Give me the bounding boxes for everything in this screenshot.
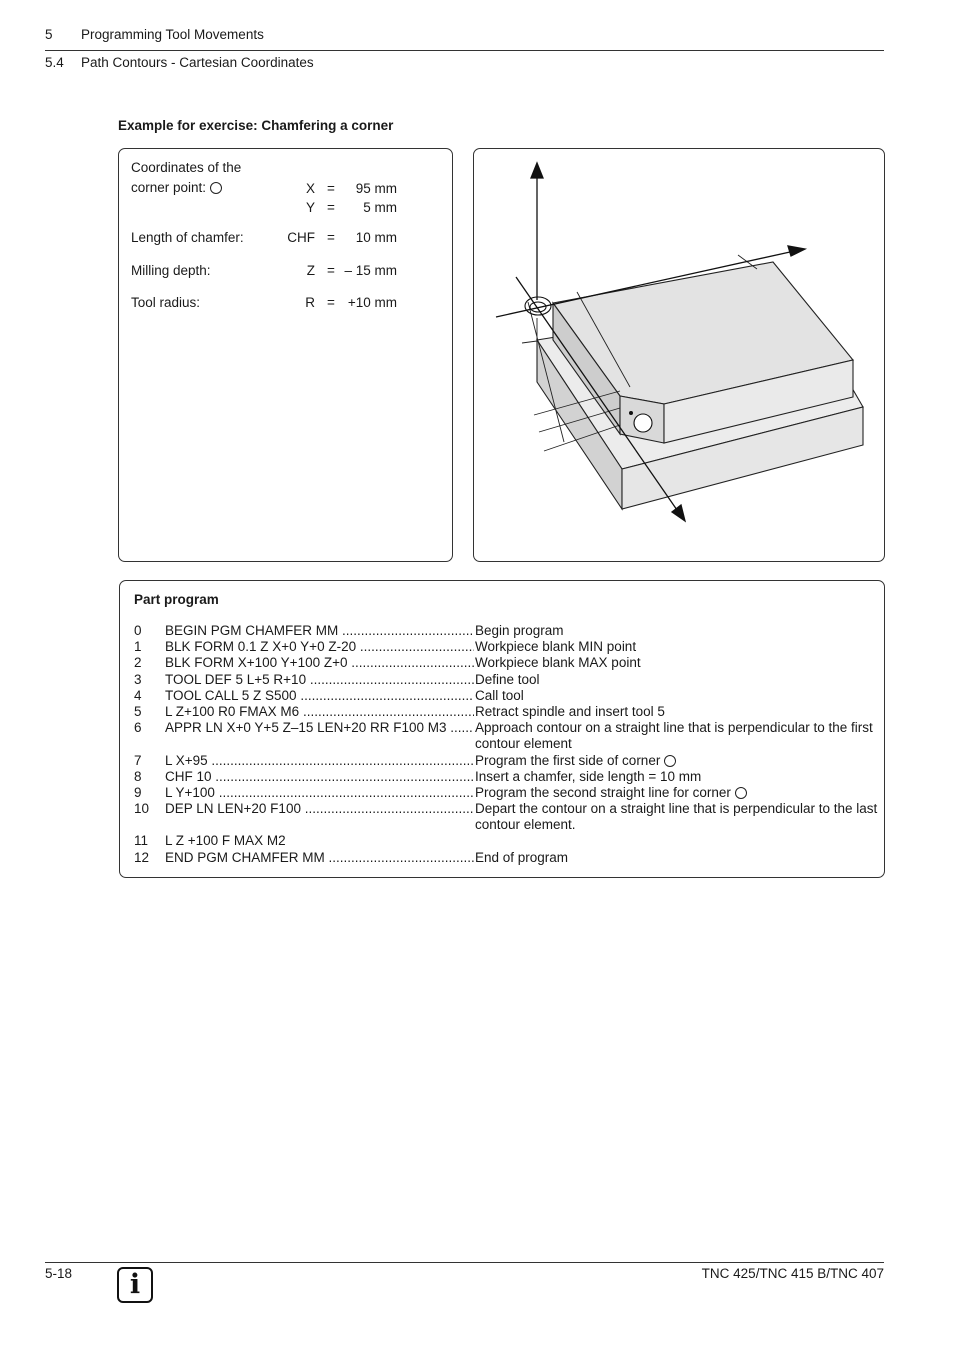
line-code: TOOL CALL 5 Z S500 ..... <box>165 688 474 704</box>
line-code: L X+95 ..... <box>165 753 474 769</box>
line-number: 9 <box>134 785 142 800</box>
corner-point-dot <box>629 411 633 415</box>
line-description: Call tool <box>475 688 524 703</box>
line-description: Define tool <box>475 672 540 687</box>
line-number: 12 <box>134 850 150 865</box>
chamfer-illustration <box>473 148 885 562</box>
chamfer-label: Length of chamfer: <box>131 230 244 245</box>
line-code: BEGIN PGM CHAMFER MM ..... <box>165 623 474 639</box>
y-axis-arrow-icon <box>788 246 805 256</box>
program-line <box>134 850 879 866</box>
line-number: 5 <box>134 704 142 719</box>
corner-circle-icon <box>210 182 222 194</box>
x-value: 95 mm <box>355 181 397 196</box>
line-description: Approach contour on a straight line that is perpendicular to the first contour element <box>475 720 873 751</box>
y-symbol: Y <box>305 200 315 215</box>
coord-label-line2 <box>131 180 222 195</box>
footer-rule <box>45 1262 884 1263</box>
coord-label-text: corner point: <box>131 180 207 195</box>
chapter-title: Programming Tool Movements <box>81 27 264 42</box>
depth-value: – 15 mm <box>344 263 397 278</box>
line-description: Program the first side of corner <box>475 753 880 769</box>
line-description: Workpiece blank MAX point <box>475 655 641 670</box>
line-description: Program the second straight line for corner <box>475 785 880 801</box>
line-number: 4 <box>134 688 142 703</box>
line-description: Workpiece blank MIN point <box>475 639 637 654</box>
info-icon: i <box>117 1267 153 1303</box>
corner-circle-icon <box>735 787 747 799</box>
part-program-title: Part program <box>134 592 219 607</box>
program-line <box>134 655 879 671</box>
line-code: BLK FORM 0.1 Z X+0 Y+0 Z-20 ..... <box>165 639 474 655</box>
line-number: 0 <box>134 623 142 638</box>
program-line <box>134 672 879 688</box>
line-code: L Z+100 R0 FMAX M6 ..... <box>165 704 474 720</box>
program-line <box>134 688 879 704</box>
program-line <box>134 753 879 769</box>
line-number: 3 <box>134 672 142 687</box>
line-number: 10 <box>134 801 150 816</box>
line-code: L Y+100 ..... <box>165 785 474 801</box>
y-value: 5 mm <box>363 200 397 215</box>
line-number: 8 <box>134 769 142 784</box>
line-number: 7 <box>134 753 142 768</box>
chamfer-equals: = <box>327 230 335 245</box>
line-code: CHF 10 ..... <box>165 769 474 785</box>
line-description: Insert a chamfer, side length = 10 mm <box>475 769 702 784</box>
chapter-number: 5 <box>45 27 53 42</box>
depth-symbol: Z <box>306 263 315 278</box>
program-line <box>134 704 879 720</box>
line-description: End of program <box>475 850 569 865</box>
program-line <box>134 785 879 801</box>
line-code-plain: L Z +100 F MAX M2 <box>165 833 286 848</box>
line-code: END PGM CHAMFER MM ..... <box>165 850 474 866</box>
line-description: Retract spindle and insert tool 5 <box>475 704 665 719</box>
program-line <box>134 639 879 655</box>
corner-circle-icon <box>664 755 676 767</box>
program-line <box>134 720 879 751</box>
model-label: TNC 425/TNC 415 B/TNC 407 <box>701 1266 884 1281</box>
x-axis-arrow-icon <box>672 505 685 521</box>
line-code: BLK FORM X+100 Y+100 Z+0 ..... <box>165 655 474 671</box>
line-number: 1 <box>134 639 142 654</box>
x-equals: = <box>327 181 335 196</box>
line-description: Begin program <box>475 623 564 638</box>
line-code: APPR LN X+0 Y+5 Z–15 LEN+20 RR F100 M3 ..... <box>165 720 474 736</box>
header-rule <box>45 50 884 51</box>
chamfer-value: 10 mm <box>355 230 397 245</box>
example-title: Example for exercise: Chamfering a corner <box>118 118 394 133</box>
line-number: 2 <box>134 655 142 670</box>
section-number: 5.4 <box>45 55 64 70</box>
line-description: Depart the contour on a straight line that is perpendicular to the last contour element. <box>475 801 878 832</box>
page-number: 5-18 <box>45 1266 73 1281</box>
program-line <box>134 833 879 849</box>
z-axis-arrow-icon <box>531 163 543 178</box>
program-line <box>134 623 879 639</box>
radius-value: +10 mm <box>347 295 397 310</box>
depth-equals: = <box>327 263 335 278</box>
coord-label-line1: Coordinates of the <box>131 160 242 175</box>
radius-symbol: R <box>305 295 315 310</box>
section-title: Path Contours - Cartesian Coordinates <box>81 55 314 70</box>
line-number: 6 <box>134 720 142 735</box>
radius-label: Tool radius: <box>131 295 201 310</box>
line-code: TOOL DEF 5 L+5 R+10 ..... <box>165 672 474 688</box>
x-symbol: X <box>305 181 315 196</box>
line-number: 11 <box>134 833 149 848</box>
y-equals: = <box>327 200 335 215</box>
line-code: DEP LN LEN+20 F100 ..... <box>165 801 474 817</box>
depth-label: Milling depth: <box>131 263 211 278</box>
radius-equals: = <box>327 295 335 310</box>
chamfer-symbol: CHF <box>287 230 315 245</box>
corner-marker-icon <box>634 414 652 432</box>
program-line <box>134 769 879 785</box>
program-line <box>134 801 879 832</box>
